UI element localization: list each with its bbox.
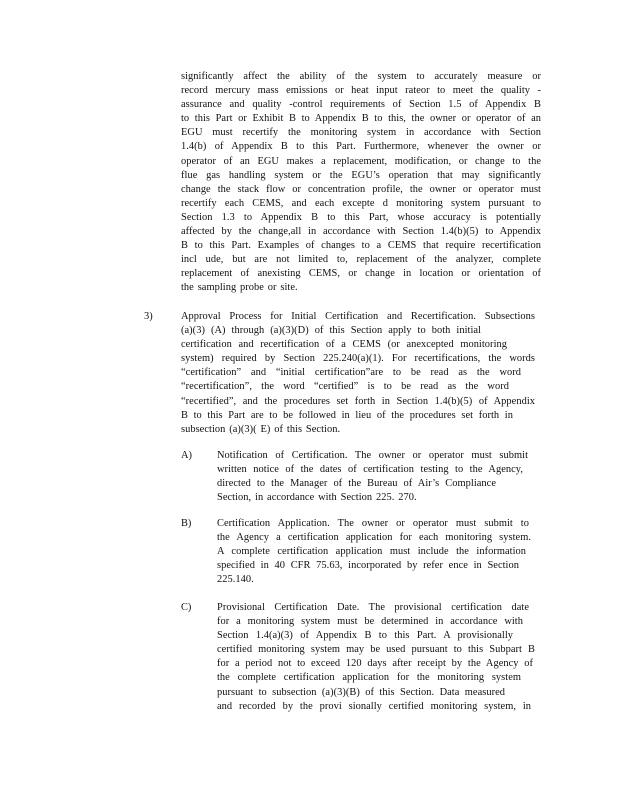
item-b-marker: B): [181, 518, 192, 529]
text-line: Approval Process for Initial Certification and Recertification. Subsections: [181, 311, 535, 322]
text-line: recertify each CEMS, and each excepte d monitoring system pursuant to: [181, 197, 541, 209]
text-line: the sampling probe or site.: [181, 282, 298, 294]
text-line: certified monitoring system may be used pursuant to this Subpart B: [217, 644, 535, 656]
text-line: and recorded by the provi sionally certified monitoring system, in: [217, 700, 531, 712]
item-c-paragraph: [217, 601, 535, 714]
text-line: directed to the Manager of the Bureau of Air’s Compliance: [217, 478, 496, 490]
text-line: affected by the change,all in accordance with Section 1.4(b)(5) to Appendix: [181, 226, 541, 238]
text-line: 225.140.: [217, 574, 254, 586]
text-line: replacement of anexisting CEMS, or change in location or orientation of: [181, 268, 541, 280]
item-b-paragraph: [217, 517, 531, 587]
text-line: A complete certification application must include the information: [217, 546, 526, 558]
text-line: Section, in accordance with Section 225. 270.: [217, 492, 417, 504]
text-line: 1.4(b) of Appendix B to this Part. Furthermore, whenever the owner or: [181, 141, 541, 153]
text-line: Certification Application. The owner or operator must submit to: [217, 518, 529, 529]
text-line: “recertified”, and the procedures set forth in Section 1.4(b)(5) of Appendix: [181, 395, 535, 407]
text-line: written notice of the dates of certification testing to the Agency,: [217, 464, 523, 476]
text-line: Provisional Certification Date. The provisional certification date: [217, 602, 529, 613]
text-line: the Agency a certification application for each monitoring system.: [217, 532, 531, 544]
text-line: pursuant to subsection (a)(3)(B) of this Section. Data measured: [217, 686, 505, 698]
text-line: B to this Part. Examples of changes to a CEMS that require recertification: [181, 240, 541, 252]
text-line: (a)(3) (A) through (a)(3)(D) of this Section apply to both initial: [181, 325, 481, 337]
text-line: assurance and quality -control requirements of Section 1.5 of Appendix B: [181, 99, 541, 111]
continuation-paragraph: [181, 70, 541, 296]
text-line: B to this Part are to be followed in lieu of the procedures set forth in: [181, 409, 513, 421]
item-a-paragraph: [217, 449, 528, 505]
text-line: flue gas handling system or the EGU’s operation that may significantly: [181, 169, 541, 181]
item-c-marker: C): [181, 602, 192, 613]
text-line: record mercury mass emissions or heat input rateor to meet the quality -: [181, 85, 541, 97]
text-line: for a period not to exceed 120 days after receipt by the Agency of: [217, 658, 533, 670]
text-line: for a monitoring system must be determined in accordance with: [217, 616, 523, 628]
text-line: EGU must recertify the monitoring system in accordance with Section: [181, 127, 541, 139]
text-line: to this Part or Exhibit B to Appendix B to this, the owner or operator of an: [181, 113, 541, 125]
item-a-marker: A): [181, 450, 192, 461]
text-line: Notification of Certification. The owner or operator must submit: [217, 450, 528, 461]
text-line: Section 1.4(a)(3) of Appendix B to this Part. A provisionally: [217, 630, 513, 642]
text-line: significantly affect the ability of the system to accurately measure or: [181, 71, 541, 82]
text-line: the complete certification application for the monitoring system: [217, 672, 521, 684]
text-line: incl ude, but are not limited to, replacement of the analyzer, complete: [181, 254, 541, 266]
text-line: subsection (a)(3)( E) of this Section.: [181, 423, 341, 435]
item-3-paragraph: [181, 310, 535, 437]
text-line: system) required by Section 225.240(a)(1). For recertifications, the words: [181, 353, 535, 365]
text-line: specified in 40 CFR 75.63, incorporated by refer ence in Section: [217, 560, 519, 572]
text-line: Section 1.3 to Appendix B to this Part, whose accuracy is potentially: [181, 211, 541, 223]
text-line: “certification” and “initial certification”are to be read as the word: [181, 367, 521, 379]
item-3-marker: 3): [144, 311, 153, 322]
text-line: “recertification”, the word “certified” is to be read as the word: [181, 381, 509, 393]
text-line: change the stack flow or concentration profile, the owner or operator must: [181, 183, 541, 195]
text-line: operator of an EGU makes a replacement, modification, or change to the: [181, 155, 541, 167]
text-line: certification and recertification of a CEMS (or anexcepted monitoring: [181, 339, 507, 351]
